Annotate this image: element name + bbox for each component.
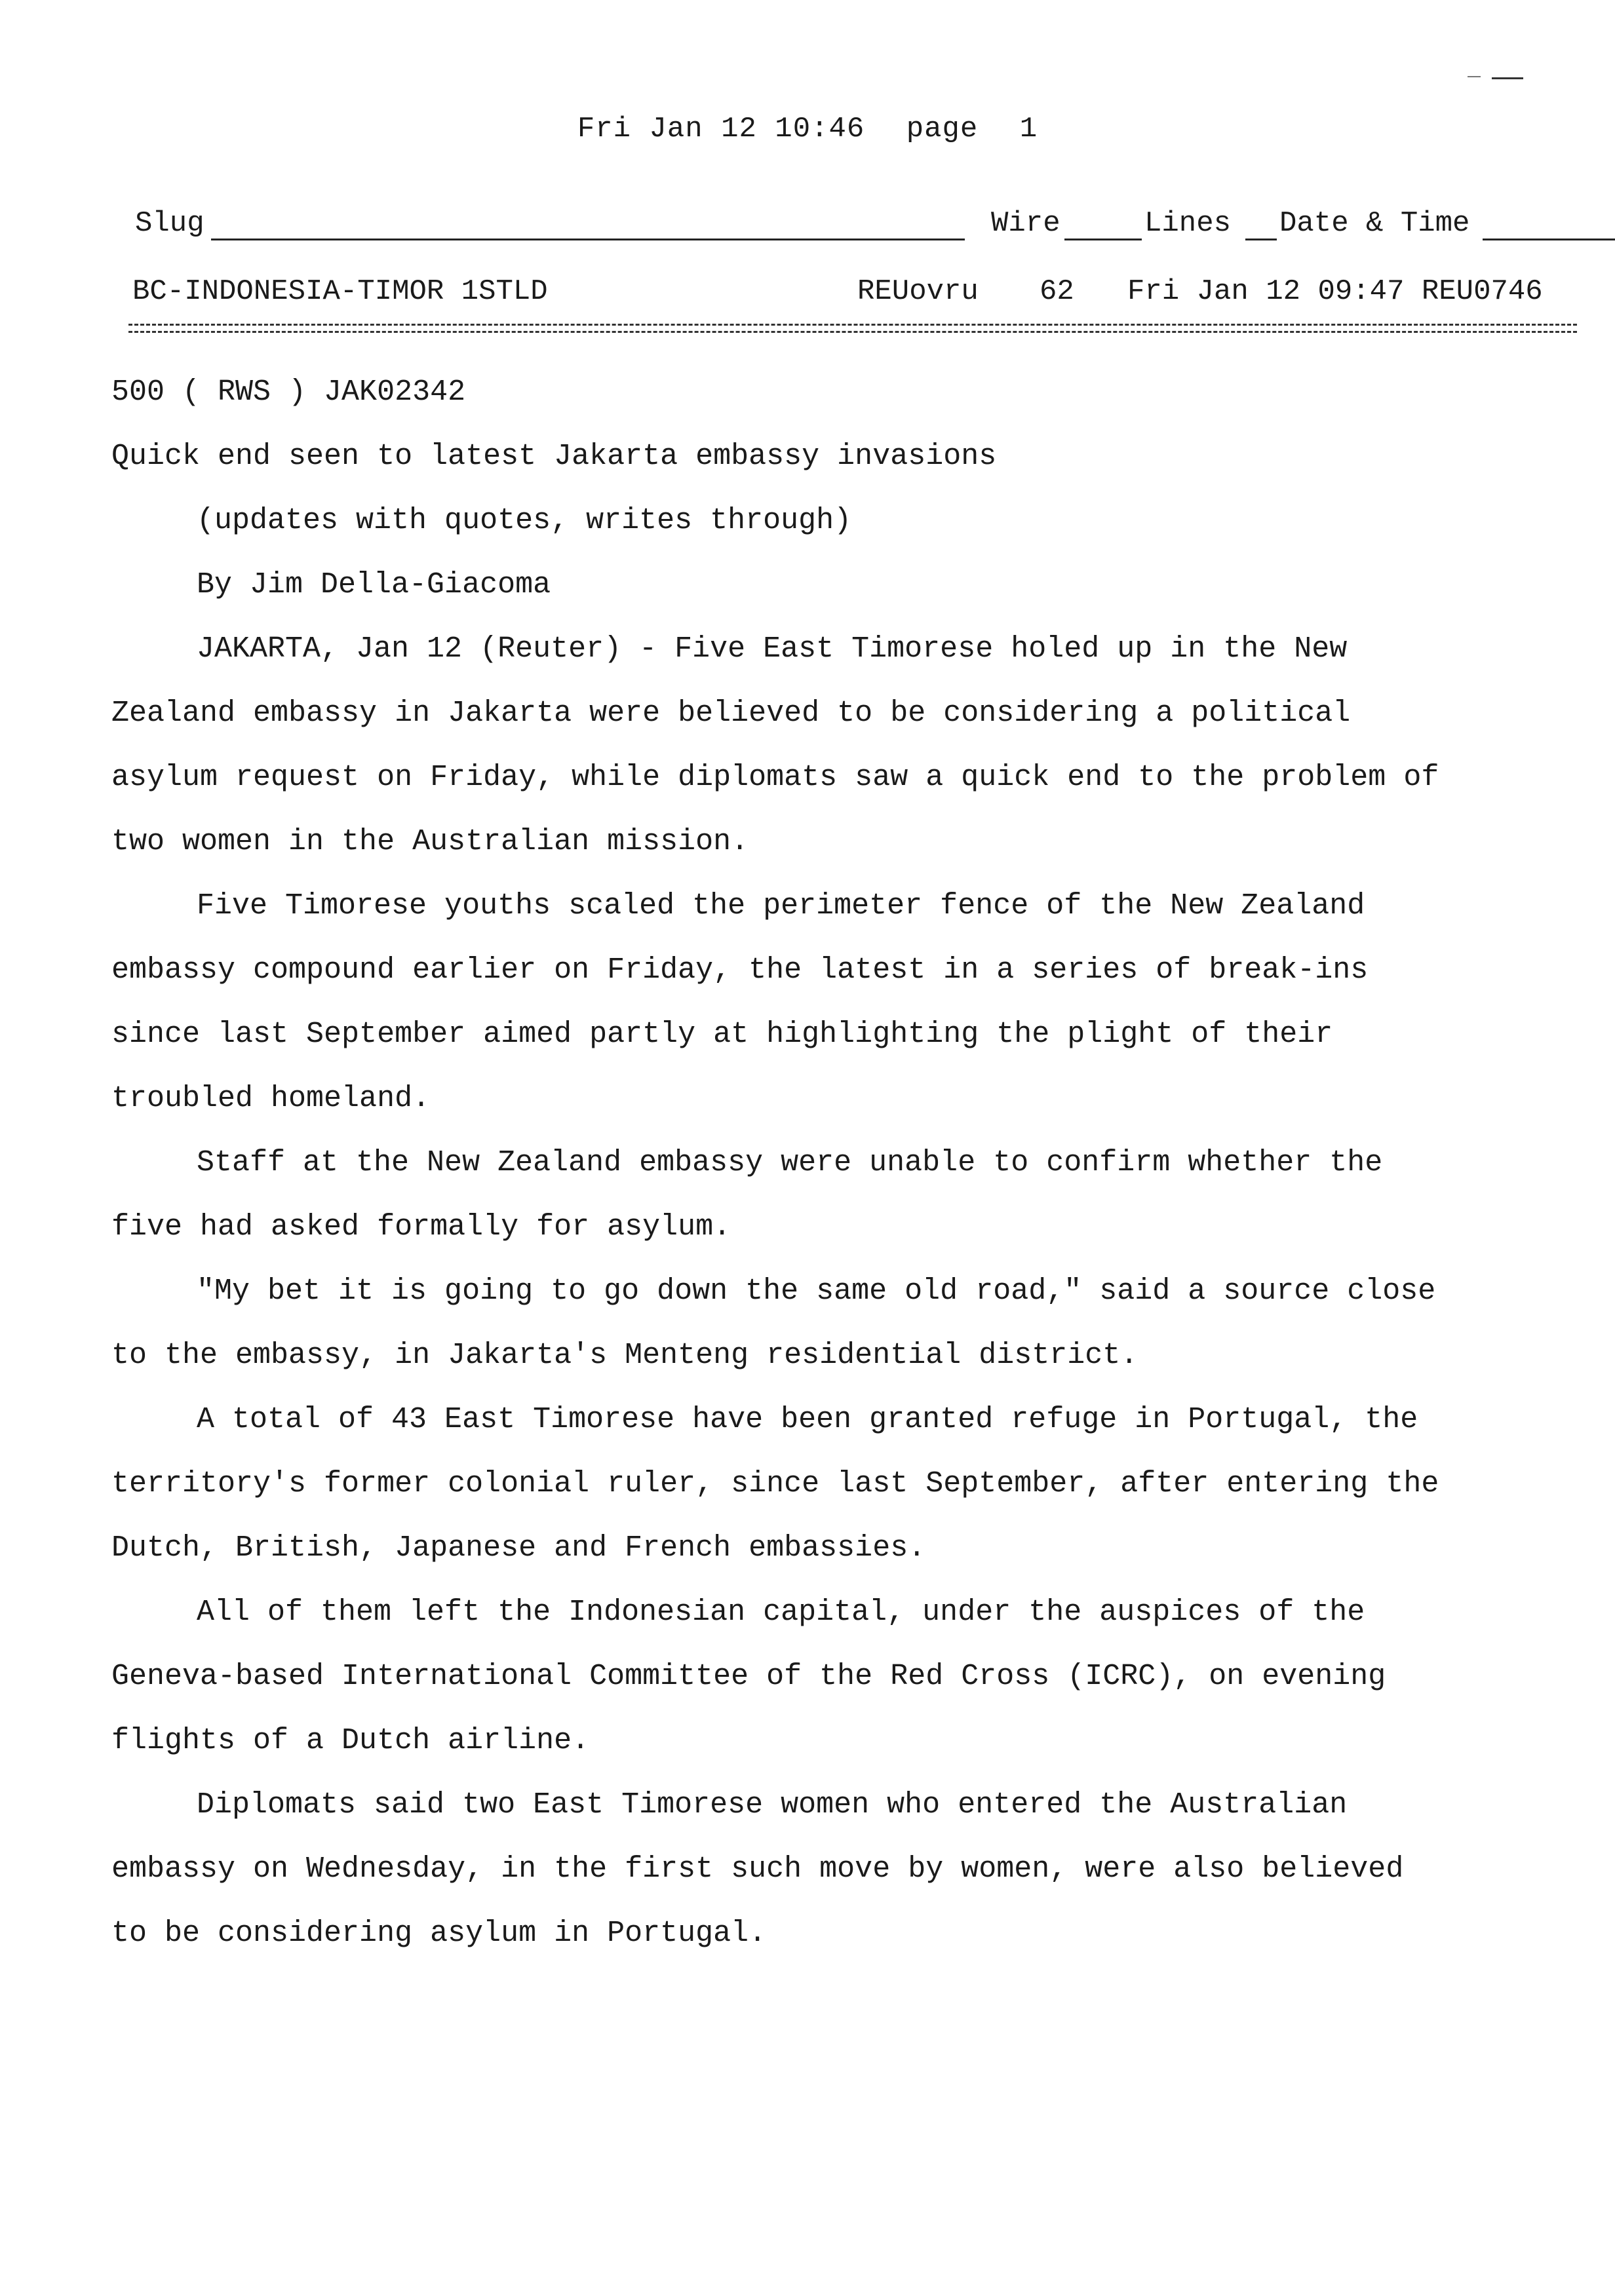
- paragraph: All of them left the Indonesian capital, under the auspices of the Geneva-based International Committee of the Red Cross (ICRC), on evening flights of a Dutch airline.: [111, 1596, 1386, 1757]
- paragraph: JAKARTA, Jan 12 (Reuter) - Five East Timorese holed up in the New Zealand embassy in Jakarta were believed to be considering a political asylum request on Friday, while diplomats saw a quick end to the problem of two women in the Australian mission.: [111, 632, 1439, 858]
- slug-underline: [211, 239, 965, 240]
- paragraph: Five Timorese youths scaled the perimeter fence of the New Zealand embassy compound earlier on Friday, the latest in a series of break-ins since last September aimed partly at highlighting the plight of their troubled homeland.: [111, 889, 1369, 1115]
- print-datetime: Fri Jan 12 10:46: [577, 113, 865, 145]
- double-rule-divider: [128, 324, 1577, 333]
- story-slug: BC-INDONESIA-TIMOR 1STLD: [132, 275, 548, 308]
- lines-underline: [1245, 239, 1277, 240]
- date-time-label: Date & Time: [1279, 207, 1470, 240]
- paragraph: A total of 43 East Timorese have been granted refuge in Portugal, the territory's former colonial ruler, since last September, after entering the Dutch, British, Japanese and French embassies.: [111, 1403, 1439, 1565]
- scan-artifact: [1492, 77, 1523, 79]
- story-meta-row: [131, 275, 1573, 315]
- paragraph: "My bet it is going to go down the same old road," said a source close to the embassy, in Jakarta's Menteng residential district.: [111, 1274, 1436, 1372]
- wire-label: Wire: [991, 207, 1060, 240]
- routing-line: 500 ( RWS ) JAK02342: [111, 375, 466, 409]
- page-label: page: [906, 113, 979, 145]
- subhead: (updates with quotes, writes through): [197, 504, 852, 537]
- paragraph: Diplomats said two East Timorese women who entered the Australian embassy on Wednesday, in the first such move by women, were also believed to be considering asylum in Portugal.: [111, 1788, 1404, 1950]
- paragraph: Staff at the New Zealand embassy were unable to confirm whether the five had asked formally for asylum.: [111, 1146, 1383, 1244]
- byline: By Jim Della-Giacoma: [197, 568, 551, 602]
- story-wire: REUovru: [857, 275, 979, 308]
- page-header: [0, 113, 1615, 145]
- page-number: 1: [1019, 113, 1038, 145]
- slug-label: Slug: [135, 207, 204, 240]
- slug-header-row: [131, 207, 1573, 253]
- story-lines: 62: [1040, 275, 1074, 308]
- story-body: [111, 360, 1455, 1966]
- scan-artifact: [1468, 76, 1481, 77]
- lines-label: Lines: [1144, 207, 1232, 240]
- headline: Quick end seen to latest Jakarta embassy invasions: [111, 440, 997, 473]
- date-time-underline: [1483, 239, 1615, 240]
- story-date-time: Fri Jan 12 09:47 REU0746: [1127, 275, 1543, 308]
- wire-underline: [1064, 239, 1142, 240]
